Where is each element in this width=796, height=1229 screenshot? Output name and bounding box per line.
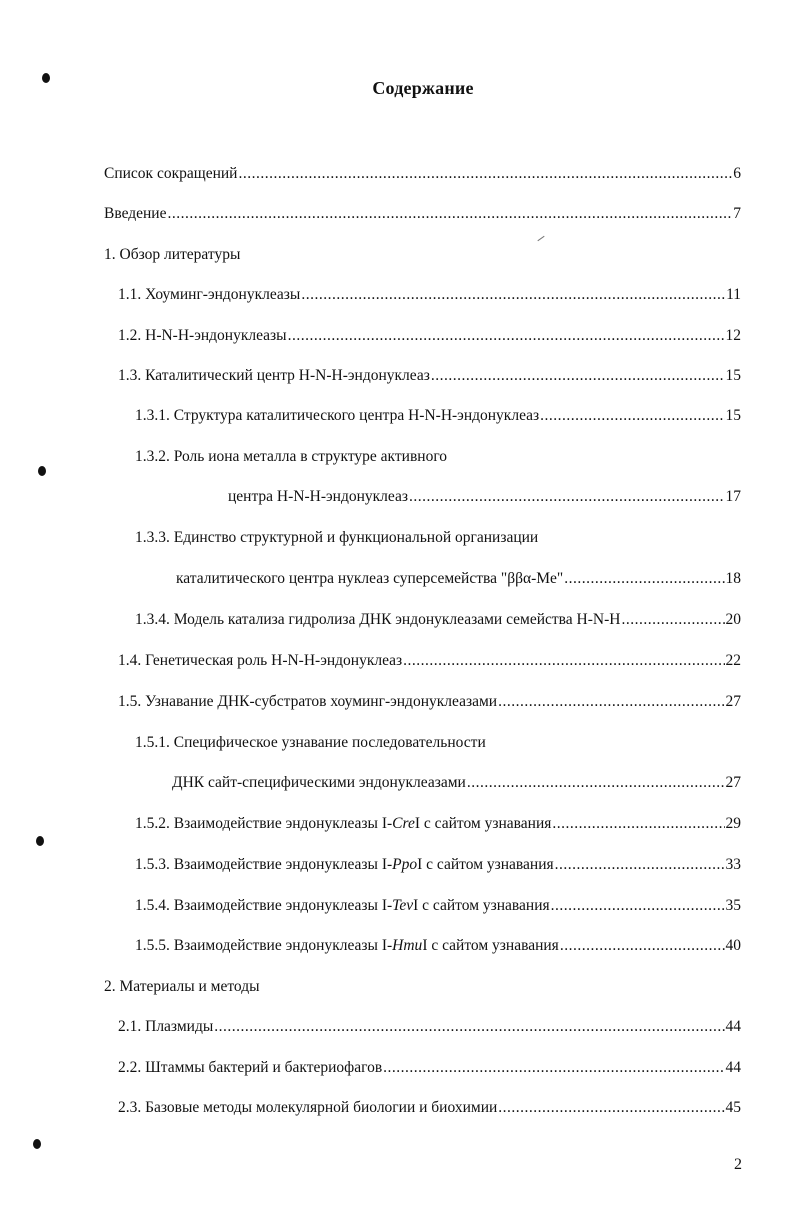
enzyme-name: Tev <box>392 897 414 914</box>
toc-entry[interactable]: ДНК сайт-специфическими эндонуклеазами ..... 27 <box>172 773 741 793</box>
toc-entry-line[interactable]: 1.3.3. Единство структурной и функциональной организации <box>135 529 539 546</box>
toc-entry[interactable]: 2.2. Штаммы бактерий и бактериофагов ..... 44 <box>118 1058 741 1078</box>
toc-entry[interactable]: центра H-N-H-эндонуклеаз ..... 17 <box>228 487 741 507</box>
toc-entry[interactable]: 1.3.1. Структура каталитического центра H-N-H-эндонуклеаз ..... 15 <box>135 406 741 426</box>
toc-page-number: 40 <box>725 937 741 954</box>
toc-page-number: 33 <box>725 856 741 873</box>
toc-entry[interactable]: 1.5.2. Взаимодействие эндонуклеазы I-CreI с сайтом узнавания ..... 29 <box>135 814 741 834</box>
toc-section-heading[interactable]: 2. Материалы и методы <box>104 978 260 995</box>
toc-entry[interactable]: 1.2. H-N-H-эндонуклеазы ..... 12 <box>118 326 741 346</box>
toc-page-number: 45 <box>725 1099 741 1116</box>
toc-page-number: 35 <box>725 897 741 914</box>
binder-hole-mark <box>42 73 50 83</box>
toc-page-number: 6 <box>733 165 741 182</box>
stray-pen-mark <box>537 236 544 241</box>
page-number: 2 <box>734 1156 742 1173</box>
toc-entry[interactable]: 1.3. Каталитический центр H-N-H-эндонуклеаз ..... 15 <box>118 366 741 386</box>
toc-page-number: 15 <box>725 407 741 424</box>
toc-page-number: 12 <box>725 327 741 344</box>
toc-entry[interactable]: Список сокращений ..... 6 <box>104 164 741 184</box>
toc-entry[interactable]: каталитического центра нуклеаз суперсемейства "ββα-Me" ..... 18 <box>176 569 741 589</box>
toc-entry[interactable]: 1.3.4. Модель катализа гидролиза ДНК эндонуклеазами семейства H-N-H ..... 20 <box>135 610 741 630</box>
toc-section-heading[interactable]: 1. Обзор литературы <box>104 246 241 263</box>
page-title: Содержание <box>372 78 474 98</box>
toc-entry[interactable]: 1.5.4. Взаимодействие эндонуклеазы I-TevI с сайтом узнавания ..... 35 <box>135 896 741 916</box>
toc-page-number: 44 <box>725 1018 741 1035</box>
toc-entry[interactable]: 1.5. Узнавание ДНК-субстратов хоуминг-эндонуклеазами ..... 27 <box>118 692 741 712</box>
toc-page-number: 44 <box>725 1059 741 1076</box>
binder-hole-mark <box>33 1139 41 1149</box>
toc-entry[interactable]: 1.5.5. Взаимодействие эндонуклеазы I-HmuI с сайтом узнавания ..... 40 <box>135 936 741 956</box>
binder-hole-mark <box>36 836 44 846</box>
enzyme-name: Hmu <box>392 937 423 954</box>
toc-page-number: 17 <box>725 488 741 505</box>
toc-entry-line[interactable]: 1.5.1. Специфическое узнавание последовательности <box>135 734 486 751</box>
toc-page-number: 27 <box>725 774 741 791</box>
toc-entry[interactable]: 2.3. Базовые методы молекулярной биологии и биохимии ..... 45 <box>118 1098 741 1118</box>
toc-page-number: 27 <box>725 693 741 710</box>
enzyme-name: Cre <box>392 815 415 832</box>
toc-entry[interactable]: 1.5.3. Взаимодействие эндонуклеазы I-PpoI с сайтом узнавания ..... 33 <box>135 855 741 875</box>
toc-page-number: 18 <box>725 570 741 587</box>
toc-entry-line[interactable]: 1.3.2. Роль иона металла в структуре активного <box>135 448 448 465</box>
toc-page-number: 22 <box>725 652 741 669</box>
toc-page-number: 11 <box>726 286 741 303</box>
toc-entry[interactable]: 1.1. Хоуминг-эндонуклеазы ..... 11 <box>118 285 741 305</box>
toc-page-number: 7 <box>733 205 741 222</box>
binder-hole-mark <box>38 466 46 476</box>
toc-entry[interactable]: 1.4. Генетическая роль H-N-H-эндонуклеаз ..... 22 <box>118 651 741 671</box>
toc-page-number: 29 <box>725 815 741 832</box>
enzyme-name: Ppo <box>392 856 418 873</box>
toc-page-number: 20 <box>725 611 741 628</box>
toc-entry[interactable]: Введение ..... 7 <box>104 204 741 224</box>
toc-page-number: 15 <box>725 367 741 384</box>
toc-entry[interactable]: 2.1. Плазмиды ..... 44 <box>118 1017 741 1037</box>
